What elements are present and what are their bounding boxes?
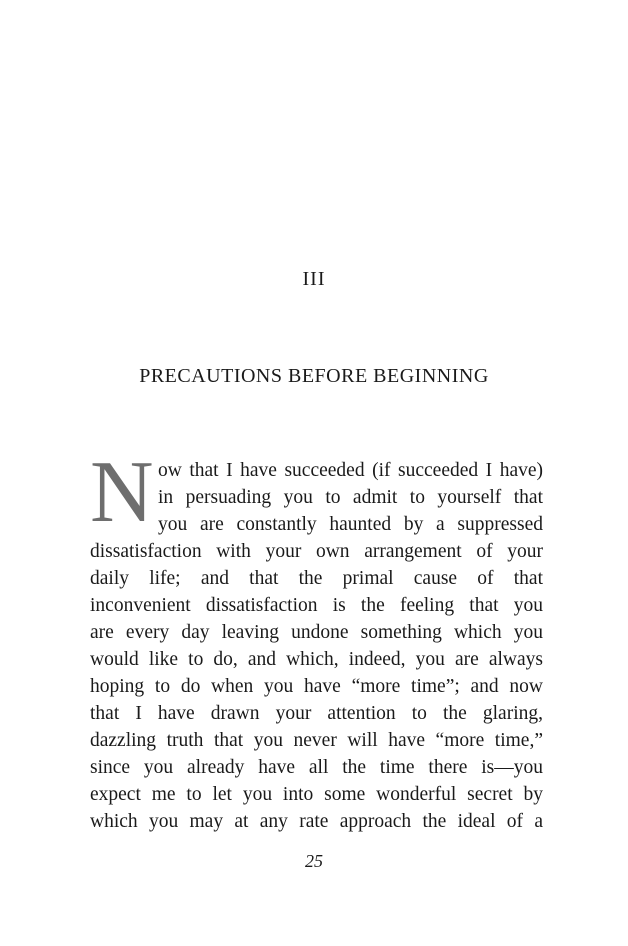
text-line: dissatisfaction with your own arrangement of your [90, 541, 543, 562]
text-line: are every day leaving undone something which you [90, 622, 543, 643]
text-line: daily life; and that the primal cause of that [90, 568, 543, 589]
page-number: 25 [305, 851, 323, 871]
text-line: would like to do, and which, indeed, you are always [90, 649, 543, 670]
text-line: expect me to let you into some wonderful secret by [90, 784, 543, 805]
body-paragraph [90, 457, 543, 835]
text-line: since you already have all the time there is—you [90, 757, 543, 778]
chapter-number: III [302, 268, 326, 290]
drop-cap: N [90, 444, 154, 541]
text-line: that I have drawn your attention to the glaring, [90, 703, 543, 724]
text-line: which you may at any rate approach the ideal of a [90, 811, 543, 832]
chapter-title: PRECAUTIONS BEFORE BEGINNING [139, 365, 489, 387]
text-line: ow that I have succeeded (if succeeded I have) [158, 460, 543, 481]
text-line: inconvenient dissatisfaction is the feeling that you [90, 595, 543, 616]
text-line: hoping to do when you have “more time”; and now [90, 676, 543, 697]
text-line: in persuading you to admit to yourself that [158, 487, 543, 508]
text-line: dazzling truth that you never will have “more time,” [90, 730, 543, 751]
text-line: you are constantly haunted by a suppressed [158, 514, 543, 535]
